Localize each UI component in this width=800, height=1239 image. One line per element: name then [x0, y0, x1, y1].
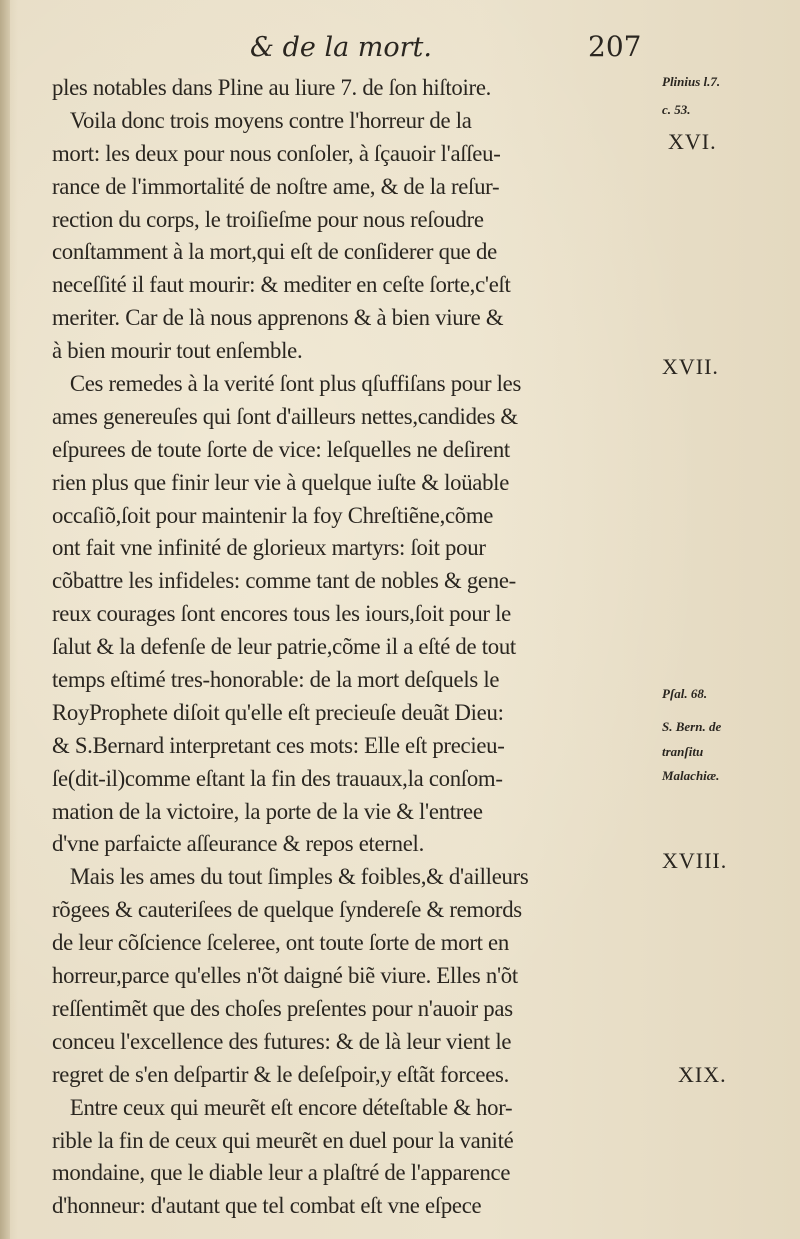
text-line: eſpurees de toute ſorte de vice: leſquelles ne deſirent — [52, 436, 510, 462]
text-line: Mais les ames du tout ſimples & foibles,& d'ailleurs — [69, 864, 529, 890]
text-line: meriter. Car de là nous apprenons & à bien viure & — [52, 305, 504, 331]
text-line: reux courages ſont encores tous les iours,ſoit pour le — [52, 601, 511, 627]
text-line: conſtamment à la mort,qui eſt de conſiderer que de — [52, 239, 497, 265]
margin-note-bernard: S. Bern. de — [662, 719, 722, 734]
body-text — [52, 72, 662, 1223]
text-line: occaſiõ,ſoit pour maintenir la foy Chreſtiẽne,cõme — [52, 502, 494, 528]
text-line: ames genereuſes qui ſont d'ailleurs nettes,candides & — [52, 403, 518, 429]
text-line: mondaine, que le diable leur a plaſtré de l'apparence — [52, 1160, 511, 1186]
text-line: d'vne parfaicte aſſeurance & repos eternel. — [52, 831, 424, 857]
text-line: Ces remedes à la verité ſont plus qſuffiſans pour les — [69, 371, 522, 397]
text-line: rõgees & cauteriſees de quelque ſyndereſe & remords — [52, 897, 522, 923]
text-line: horreur,parce qu'elles n'õt daigné biẽ viure. Elles n'õt — [52, 963, 518, 989]
text-line: reſſentimẽt que des choſes preſentes pour n'auoir pas — [52, 995, 513, 1021]
page-header — [250, 28, 670, 68]
text-line: ſalut & la defenſe de leur patrie,cõme il a eſté de tout — [52, 634, 516, 660]
text-line: mort: les deux pour nous conſoler, à ſçauoir l'aſſeu- — [52, 140, 501, 166]
page-number: 207 — [588, 30, 642, 63]
text-line: neceſſité il faut mourir: & mediter en ceſte ſorte,c'eſt — [52, 272, 511, 298]
text-line: mation de la victoire, la porte de la vie & l'entree — [52, 798, 483, 824]
margin-note-malachiae: Malachiæ. — [662, 768, 720, 783]
text-line: de leur cõſcience ſceleree, ont toute ſorte de mort en — [52, 930, 509, 956]
text-line: Voila donc trois moyens contre l'horreur de la — [69, 107, 472, 133]
text-line: cõbattre les infideles: comme tant de nobles & gene- — [52, 568, 516, 594]
text-line: rible la fin de ceux qui meurẽt en duel pour la vanité — [52, 1127, 514, 1153]
running-head: & de la mort. — [250, 32, 432, 63]
text-line: d'honneur: d'autant que tel combat eſt vne eſpece — [52, 1193, 482, 1219]
section-number-xvi: XVI. — [668, 129, 717, 154]
margin-note-transitu: tranſitu — [662, 744, 704, 759]
section-number-xviii: XVIII. — [662, 848, 728, 873]
text-line: & S.Bernard interpretant ces mots: Elle eſt precieu- — [52, 732, 505, 758]
text-line: à bien mourir tout enſemble. — [52, 338, 303, 364]
section-number-xvii: XVII. — [662, 354, 719, 379]
text-line: ples notables dans Pline au liure 7. de ſon hiſtoire. — [52, 75, 492, 100]
text-line: regret de s'en deſpartir & le deſeſpoir,y eſtãt forcees. — [52, 1061, 510, 1087]
margin-note-chapter: c. 53. — [662, 102, 691, 117]
text-line: rien plus que finir leur vie à quelque iuſte & loüable — [52, 469, 510, 495]
margin-note-plinius: Plinius l.7. — [662, 74, 721, 89]
margin-note-psalm: Pſal. 68. — [662, 686, 708, 701]
text-line: rance de l'immortalité de noſtre ame, & de la reſur- — [52, 173, 500, 199]
text-line: conceu l'excellence des futures: & de là leur vient le — [52, 1028, 512, 1054]
section-number-xix: XIX. — [678, 1062, 727, 1087]
text-line: RoyProphete diſoit qu'elle eſt precieuſe deuãt Dieu: — [52, 699, 504, 725]
text-line: ſe(dit-il)comme eſtant la fin des trauaux,la conſom- — [52, 765, 503, 791]
text-line: rection du corps, le troiſieſme pour nous reſoudre — [52, 206, 484, 232]
text-line: Entre ceux qui meurẽt eſt encore déteſtable & hor- — [69, 1094, 513, 1120]
text-line: ont fait vne infinité de glorieux martyrs: ſoit pour — [52, 535, 486, 561]
page-binding-edge — [0, 0, 10, 1239]
text-line: temps eſtimé tres-honorable: de la mort deſquels le — [52, 667, 500, 693]
